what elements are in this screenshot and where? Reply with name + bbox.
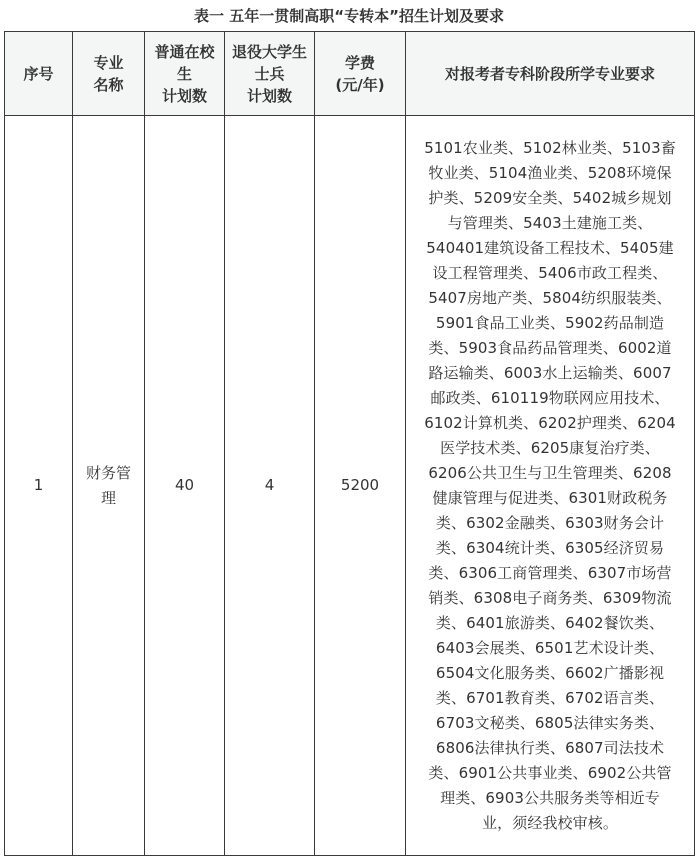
requirement-line: 5901食品工业类、5902药品制造 <box>435 313 665 332</box>
requirement-line: 路运输类、6003水上运输类、6007 <box>428 363 672 382</box>
requirement-line: 5407房地产类、5804纺织服装类、 <box>428 288 672 307</box>
table-title: 表一 五年一贯制高职“专转本”招生计划及要求 <box>194 7 504 25</box>
requirement-line: 6403会展类、6501艺术设计类、 <box>435 638 665 657</box>
requirement-line: 类、6302金融类、6303财务会计 <box>435 513 665 532</box>
cell-veteran-plan: 4 <box>225 116 315 856</box>
requirement-line: 6102计算机类、6202护理类、6204 <box>424 413 676 432</box>
header-tuition: 学费 (元/年) <box>315 32 406 116</box>
requirement-line: 类、6901公共事业类、6902公共管 <box>428 763 672 782</box>
table-row <box>5 116 695 856</box>
requirement-line: 业，须经我校审核。 <box>482 813 618 832</box>
requirement-line: 6806法律执行类、6807司法技术 <box>435 738 665 757</box>
requirement-line: 理类、6903公共服务类等相近专 <box>440 788 660 807</box>
requirement-line: 类、6401旅游类、6402餐饮类、 <box>435 613 665 632</box>
requirement-line: 类、6306工商管理类、6307市场营 <box>428 563 672 582</box>
requirement-line: 6703文秘类、6805法律实务类、 <box>435 713 665 732</box>
cell-seq: 1 <box>5 116 73 856</box>
requirement-line: 邮政类、610119物联网应用技术、 <box>430 388 670 407</box>
requirement-line: 类、5903食品药品管理类、6002道 <box>428 338 672 357</box>
requirement-line: 设工程管理类、5406市政工程类、 <box>432 263 668 282</box>
requirement-line: 销类、6308电子商务类、6309物流 <box>428 588 672 607</box>
cell-major-name: 财务管 理 <box>73 116 145 856</box>
requirement-line: 医学技术类、6205康复治疗类、 <box>440 438 660 457</box>
requirement-line: 护类、5209安全类、5402城乡规划 <box>428 188 672 207</box>
cell-regular-plan: 40 <box>145 116 225 856</box>
enrollment-plan-table <box>4 31 695 856</box>
requirement-line: 类、6304统计类、6305经济贸易 <box>435 538 665 557</box>
requirement-line: 6504文化服务类、6602广播影视 <box>435 663 665 682</box>
header-major-name: 专业 名称 <box>73 32 145 116</box>
requirement-line: 5101农业类、5102林业类、5103畜 <box>424 138 676 157</box>
cell-requirement <box>406 116 695 856</box>
header-veteran-plan: 退役大学生 士兵 计划数 <box>225 32 315 116</box>
requirement-line: 6206公共卫生与卫生管理类、6208 <box>428 463 672 482</box>
requirement-line: 健康管理与促进类、6301财政税务 <box>432 488 668 507</box>
header-requirement: 对报考者专科阶段所学专业要求 <box>406 32 695 116</box>
header-seq: 序号 <box>5 32 73 116</box>
header-regular-plan: 普通在校 生 计划数 <box>145 32 225 116</box>
requirement-line: 与管理类、5403土建施工类、 <box>447 213 653 232</box>
requirement-line: 540401建筑设备工程技术、5405建 <box>426 238 674 257</box>
cell-tuition: 5200 <box>315 116 406 856</box>
requirement-line: 类、6701教育类、6702语言类、 <box>435 688 665 707</box>
requirement-line: 牧业类、5104渔业类、5208环境保 <box>428 163 672 182</box>
header-row <box>5 32 695 116</box>
